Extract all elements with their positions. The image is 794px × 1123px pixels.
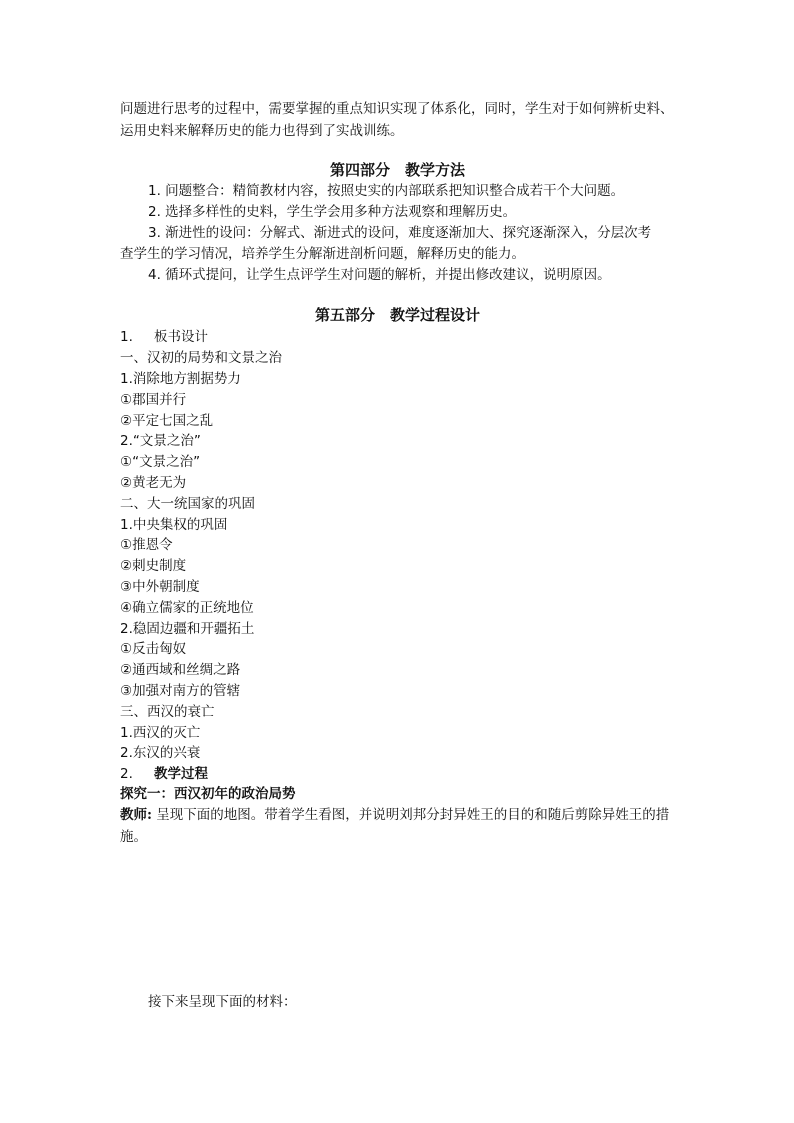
explore-one-title: 探究一：西汉初年的政治局势: [120, 786, 296, 802]
outline-line-8: 二、大一统国家的巩固: [120, 496, 255, 512]
method-item-4: 4. 循环式提问，让学生点评学生对问题的解析，并提出修改建议，说明原因。: [148, 267, 611, 283]
part4-heading: 第四部分 教学方法: [329, 161, 465, 179]
outline-line-17: ③加强对南方的管辖: [120, 683, 241, 699]
teacher-text: 呈现下面的地图。带着学生看图，并说明刘邦分封异姓王的目的和随后剪除异姓王的措施。: [120, 807, 670, 845]
teaching-process-title: 教学过程: [154, 766, 208, 782]
method-item-3: 3. 渐进性的设问：分解式、渐进式的设问，难度逐渐加大、探究逐渐深入，分层次考: [148, 225, 652, 241]
outline-line-15: ①反击匈奴: [120, 641, 187, 657]
method-item-2: 2. 选择多样性的史料，学生学会用多种方法观察和理解历史。: [148, 204, 517, 220]
outline-line-14: 2.稳固边疆和开疆拓土: [120, 621, 255, 637]
outline-line-11: ②刺史制度: [120, 558, 187, 574]
method-item-3-continued: 查学生的学习情况，培养学生分解渐进剖析问题，解释历史的能力。: [120, 246, 525, 262]
method-item-1: 1. 问题整合：精简教材内容，按照史实的内部联系把知识整合成若干个大问题。: [148, 183, 625, 199]
teaching-process-heading: [120, 764, 208, 784]
board-design-number: 1.: [120, 329, 133, 345]
outline-line-7: ②黄老无为: [120, 475, 187, 491]
outline-line-18: 三、西汉的衰亡: [120, 704, 215, 720]
board-design-title: 板书设计: [154, 329, 208, 345]
outline-line-20: 2.东汉的兴衰: [120, 745, 201, 761]
next-material-line: 接下来呈现下面的材料：: [148, 994, 297, 1010]
outline-line-4: ②平定七国之乱: [120, 413, 214, 429]
outline-line-9: 1.中央集权的巩固: [120, 517, 228, 533]
outline-line-19: 1.西汉的灭亡: [120, 725, 201, 741]
outline-line-1: 一、汉初的局势和文景之治: [120, 350, 282, 366]
outline-line-5: 2.“文景之治”: [120, 433, 201, 449]
teacher-label: 教师:: [120, 807, 152, 823]
outline-line-13: ④确立儒家的正统地位: [120, 600, 254, 616]
part5-heading: 第五部分 教学过程设计: [314, 306, 480, 324]
outline-line-2: 1.消除地方割据势力: [120, 371, 241, 387]
outline-line-10: ①推恩令: [120, 537, 173, 553]
outline-line-6: ①“文景之治”: [120, 454, 201, 470]
board-design-heading: [120, 327, 208, 347]
teacher-paragraph: [120, 804, 680, 848]
teaching-process-number: 2.: [120, 766, 133, 782]
outline-line-16: ②通西域和丝绸之路: [120, 662, 241, 678]
outline-line-3: ①郡国并行: [120, 392, 187, 408]
outline-line-12: ③中外朝制度: [120, 579, 200, 595]
intro-paragraph: 问题进行思考的过程中，需要掌握的重点知识实现了体系化，同时，学生对于如何辨析史料、运用史料来解释历史的能力也得到了实战训练。: [120, 101, 674, 139]
